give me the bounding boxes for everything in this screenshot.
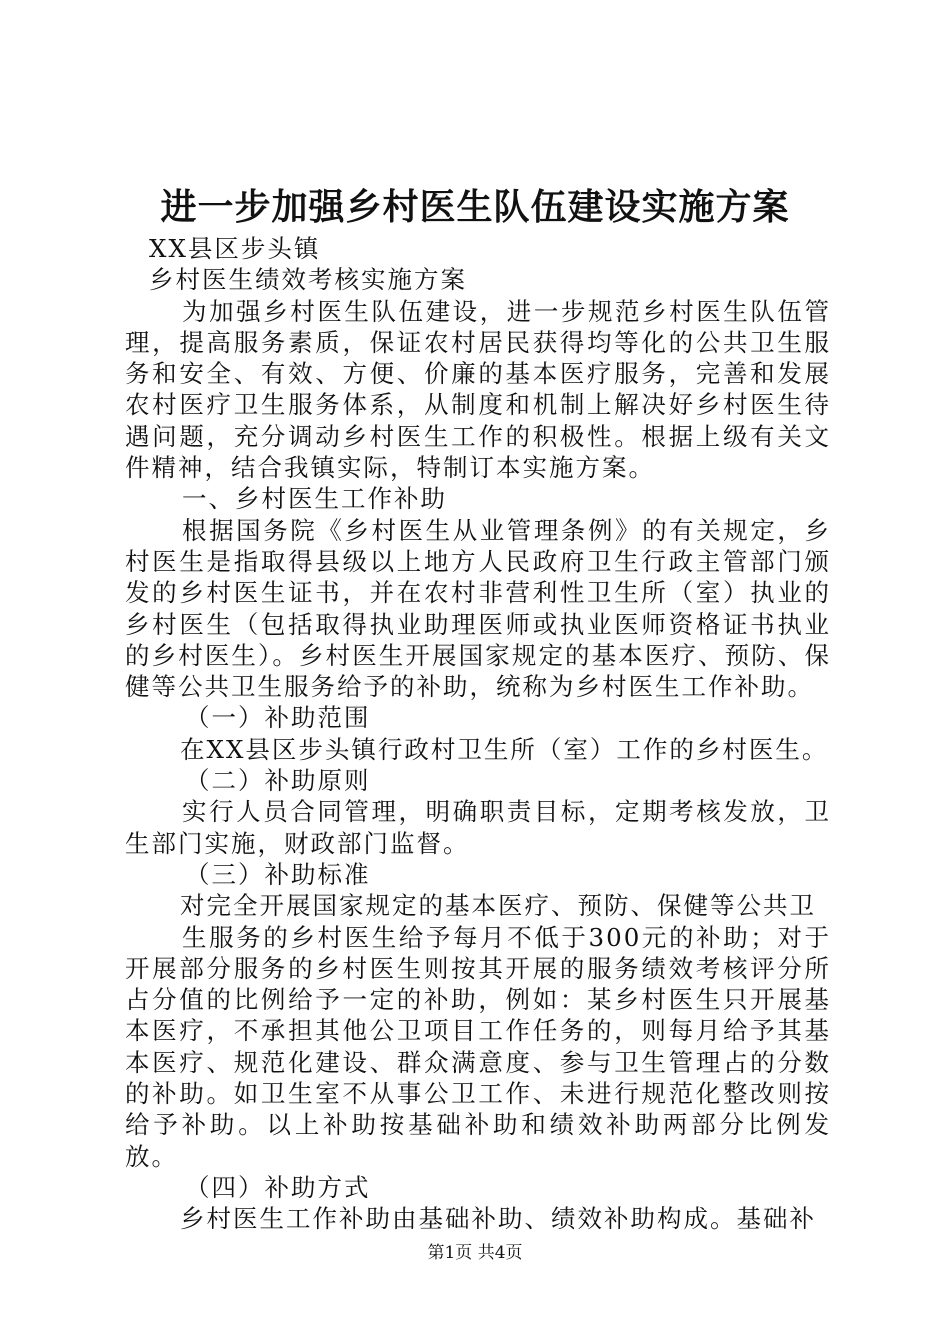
org-line: XX县区步头镇	[149, 234, 321, 263]
subheading-scope: （一）补助范围	[185, 703, 371, 733]
paragraph-principle: 实行人员合同管理，明确职责目标，定期考核发放，卫生部门实施，财政部门监督。	[125, 797, 831, 858]
document-title: 进一步加强乡村医生队伍建设实施方案	[160, 186, 790, 228]
paragraph-definition: 根据国务院《乡村医生从业管理条例》的有关规定，乡村医生是指取得县级以上地方人民政府卫生行政主管部门颁发的乡村医生证书，并在农村非营利性卫生所（室）执业的乡村医生（包括取得执业助理医师或执业医师资格证书执业的乡村医生）。乡村医生开展国家规定的基本医疗、预防、保健等公共卫生服务给予的补助，统称为乡村医生工作补助。	[125, 515, 831, 702]
document-body	[125, 233, 831, 1235]
subtitle-line: 乡村医生绩效考核实施方案	[149, 265, 467, 295]
paragraph-standard-2: 生服务的乡村医生给予每月不低于300元的补助；对于开展部分服务的乡村医生则按其开展的服务绩效考核评分所占分值的比例给予一定的补助，例如：某乡村医生只开展基本医疗，不承担其他公卫项目工作任务的，则每月给予其基本医疗、规范化建设、群众满意度、参与卫生管理占的分数的补助。如卫生室不从事公卫工作、未进行规范化整改则按给予补助。以上补助按基础补助和绩效补助两部分比例发放。	[125, 922, 831, 1171]
page-number-footer: 第1页 共4页	[427, 1243, 523, 1263]
subheading-method: （四）补助方式	[185, 1172, 371, 1202]
intro-paragraph: 为加强乡村医生队伍建设，进一步规范乡村医生队伍管理，提高服务素质，保证农村居民获得均等化的公共卫生服务和安全、有效、方便、价廉的基本医疗服务，完善和发展农村医疗卫生服务体系，从制度和机制上解决好乡村医生待遇问题，充分调动乡村医生工作的积极性。根据上级有关文件精神，结合我镇实际，特制订本实施方案。	[125, 296, 831, 483]
subheading-principle: （二）补助原则	[185, 766, 371, 796]
paragraph-standard-1: 对完全开展国家规定的基本医疗、预防、保健等公共卫	[180, 891, 816, 921]
paragraph-scope: 在XX县区步头镇行政村卫生所（室）工作的乡村医生。	[180, 734, 829, 764]
subheading-standard: （三）补助标准	[185, 859, 371, 889]
section-heading-1: 一、乡村医生工作补助	[182, 484, 447, 514]
paragraph-method: 乡村医生工作补助由基础补助、绩效补助构成。基础补	[180, 1204, 816, 1234]
